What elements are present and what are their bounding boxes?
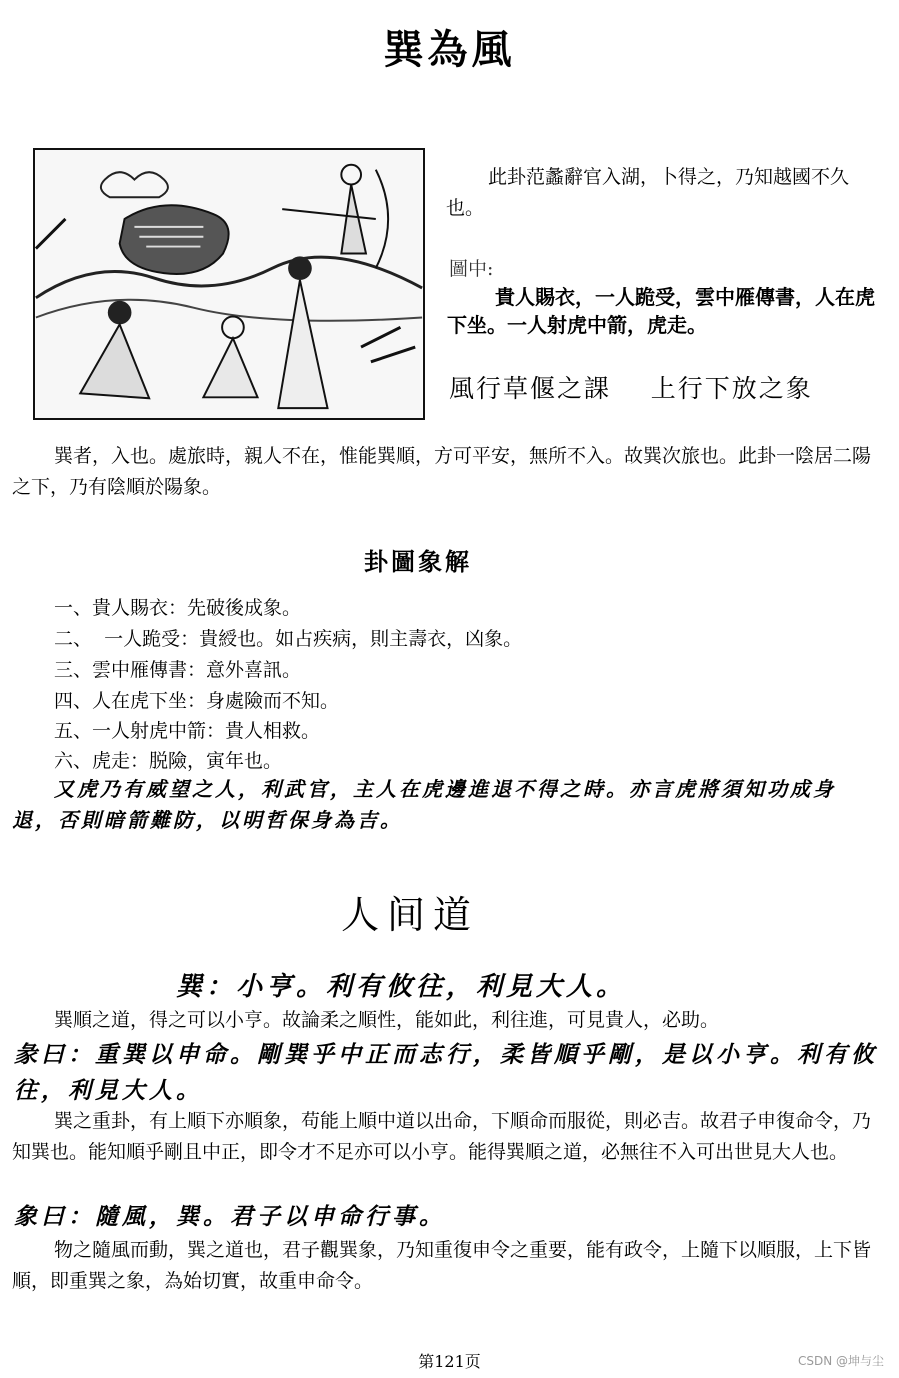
woodcut-illustration — [33, 148, 425, 420]
renjian-paragraph-3: 物之隨風而動，巽之道也，君子觀巽象，乃知重復申令之重要，能有政令，上隨下以順服，上下皆順，即重巽之象，為始切實，故重申命令。 — [12, 1239, 872, 1292]
illustration-image — [35, 150, 423, 418]
page-number: 第121页 — [418, 1352, 481, 1371]
list-item: 五、一人射虎中箭：貴人相救。 — [54, 720, 321, 742]
page-title: 巽為風 — [383, 26, 516, 73]
hexagram-subtitle: 風行草偃之課 上行下放之象 — [449, 374, 813, 403]
watermark: CSDN @坤与尘 — [797, 1354, 884, 1368]
list-item: 四、人在虎下坐：身處險而不知。 — [54, 690, 340, 712]
section-heading-interpretation: 卦圖象解 — [364, 547, 472, 576]
renjian-paragraph-2: 巽之重卦，有上順下亦順象，苟能上順中道以出命，下順命而服從，則必吉。故君子申復命令，乃知巽也。能知順乎剛且中正，即令才不足亦可以小亨。能得巽順之道，必無往不入可出世見大人也。 — [12, 1110, 872, 1163]
xiang-commentary: 象曰：隨風，巽。君子以申命行事。 — [14, 1203, 446, 1230]
explanation-paragraph: 巽者，入也。處旅時，親人不在，惟能巽順，方可平安，無所不入。故巽次旅也。此卦一陰居二陽之下，乃有陰順於陽象。 — [12, 445, 872, 498]
interpretation-note: 又虎乃有威望之人，利武官，主人在虎邊進退不得之時。亦言虎將須知功成身退，否則暗箭難防，以明哲保身為吉。 — [12, 777, 836, 832]
list-item: 二、 一人跪受：貴綬也。如占疾病，則主壽衣，凶象。 — [54, 628, 523, 650]
list-item: 三、雲中雁傳書：意外喜訊。 — [54, 659, 302, 681]
list-item: 一、貴人賜衣：先破後成象。 — [54, 597, 302, 619]
tuan-commentary: 彖曰：重巽以申命。剛巽乎中正而志行，柔皆順乎剛，是以小亨。利有攸往，利見大人。 — [14, 1041, 878, 1104]
hexagram-quote: 巽：小亨。利有攸往，利見大人。 — [176, 972, 627, 1002]
list-item: 六、虎走：脱險，寅年也。 — [54, 750, 283, 772]
figure-label: 圖中: — [449, 258, 494, 280]
figure-description: 貴人賜衣，一人跪受，雲中雁傳書，人在虎下坐。一人射虎中箭，虎走。 — [447, 285, 875, 337]
renjian-paragraph-1: 巽順之道，得之可以小亨。故論柔之順性，能如此，利往進，可見貴人，必助。 — [54, 1009, 720, 1031]
section-heading-renjian: 人间道 — [340, 893, 479, 937]
intro-paragraph: 此卦范蠡辭官入湖，卜得之，乃知越國不久也。 — [446, 166, 850, 219]
